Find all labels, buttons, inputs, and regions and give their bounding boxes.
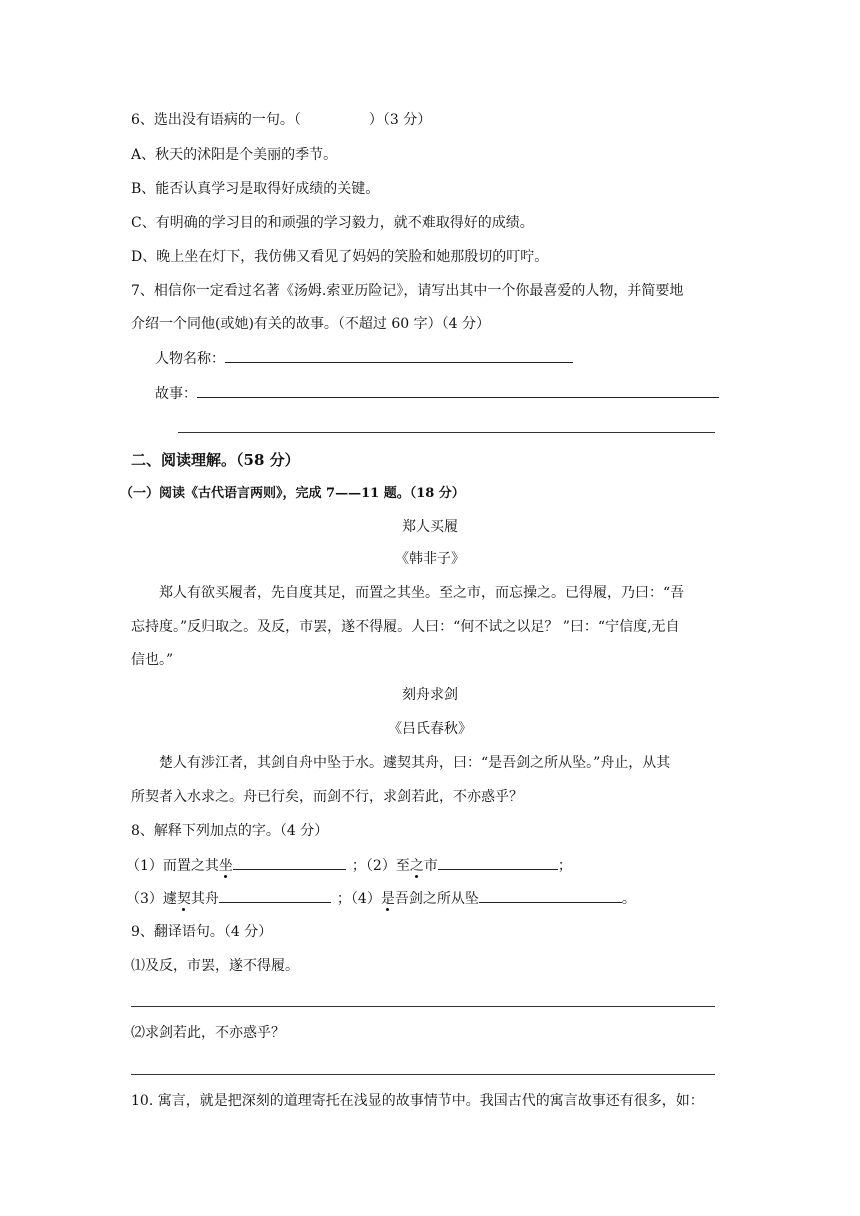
q8-item1-dotted-char: 坐 (218, 858, 233, 874)
q6-option-a: A、秋天的沭阳是个美丽的季节。 (131, 147, 338, 163)
q8-row2 (126, 888, 636, 908)
q8-item1-blank[interactable] (233, 855, 346, 870)
q8-item4-dotted-char: 是 (380, 891, 395, 907)
q8-stem: 8、解释下列加点的字。（4 分） (131, 823, 329, 839)
q8-item3-text-end: 其舟 (190, 891, 219, 907)
q6-stem-start: 6、选出没有语病的一句。（ (131, 112, 301, 128)
q7-story-blank-line2[interactable] (178, 432, 715, 433)
q8-item2-dotted-char: 之 (409, 858, 424, 874)
q9-sentence2: ⑵求剑若此，不亦惑乎？ (131, 1025, 285, 1041)
q7-name-label: 人物名称： (155, 351, 225, 367)
q8-item2-text-end: 市 (423, 858, 438, 874)
q7-stem-line1: 7、相信你一定看过名著《汤姆.索亚历险记》，请写出其中一个你最喜爱的人物，并简要地 (131, 283, 684, 299)
text1-para-line3: 信也。” (131, 652, 174, 668)
q8-item2-blank[interactable] (438, 855, 558, 870)
subsection-heading: （一）阅读《古代语言两则》，完成 7——11 题。（18 分） (120, 486, 465, 501)
q8-row1 (126, 855, 572, 875)
q7-name-blank[interactable] (225, 348, 573, 363)
q9-answer1-line[interactable] (131, 1006, 715, 1007)
q6-stem-end: ）（3 分） (368, 112, 432, 128)
q6-option-c: C、有明确的学习目的和顽强的学习毅力，就不难取得好的成绩。 (131, 215, 534, 231)
q8-item2-text: ；（2）至 (351, 858, 410, 874)
q7-story-label: 故事： (155, 386, 197, 402)
text2-para-line1: 楚人有涉江者，其剑自舟中坠于水。遽契其舟，曰：“是吾剑之所从坠。”舟止，从其 (159, 755, 671, 771)
text2-title: 刻舟求剑 (402, 687, 458, 703)
text1-title: 郑人买履 (402, 519, 458, 535)
q8-item4-text-end: 吾剑之所从坠 (394, 891, 479, 907)
text2-source: 《吕氏春秋》 (388, 721, 472, 737)
q7-story-row (155, 383, 719, 403)
q6-option-b: B、能否认真学习是取得好成绩的关键。 (131, 181, 380, 197)
q8-item3-text: （3）遽 (126, 891, 177, 907)
q8-item4-text: ；（4） (336, 891, 381, 907)
q8-item3-blank[interactable] (219, 888, 331, 903)
q6-option-d: D、晚上坐在灯下，我仿佛又看见了妈妈的笑脸和她那殷切的叮咛。 (131, 249, 549, 265)
q8-item3-dotted-char: 契 (176, 891, 191, 907)
text2-para-line2: 所契者入水求之。舟已行矣，而剑不行，求剑若此，不亦惑乎？ (131, 789, 523, 805)
q8-item1-text: （1）而置之其 (126, 858, 219, 874)
q7-story-blank[interactable] (197, 383, 719, 398)
q8-item2-punct: ； (557, 858, 572, 874)
text1-para-line1: 郑人有欲买履者，先自度其足，而置之其坐。至之市，而忘操之。已得履，乃曰：“吾 (159, 585, 685, 601)
q9-answer2-line[interactable] (131, 1074, 715, 1075)
q6-stem (131, 110, 431, 130)
section-heading: 二、阅读理解。（58 分） (131, 451, 300, 469)
text1-source: 《韩非子》 (395, 551, 465, 567)
q9-stem: 9、翻译语句。（4 分） (131, 924, 273, 940)
q7-name-row (155, 348, 573, 368)
q8-item4-punct: 。 (621, 891, 636, 907)
q10-stem-line1: 10. 寓言，就是把深刻的道理寄托在浅显的故事情节中。我国古代的寓言故事还有很多，如： (131, 1093, 704, 1109)
q8-item4-blank[interactable] (479, 888, 622, 903)
q9-sentence1: ⑴及反，市罢，遂不得履。 (131, 958, 299, 974)
text1-para-line2: 忘持度。”反归取之。及反，市罢，遂不得履。人曰：“何不试之以足？ ”曰：“宁信度,无自 (131, 619, 680, 635)
q7-stem-line2: 介绍一个同他(或她)有关的故事。（不超过 60 字）（4 分） (131, 316, 490, 332)
